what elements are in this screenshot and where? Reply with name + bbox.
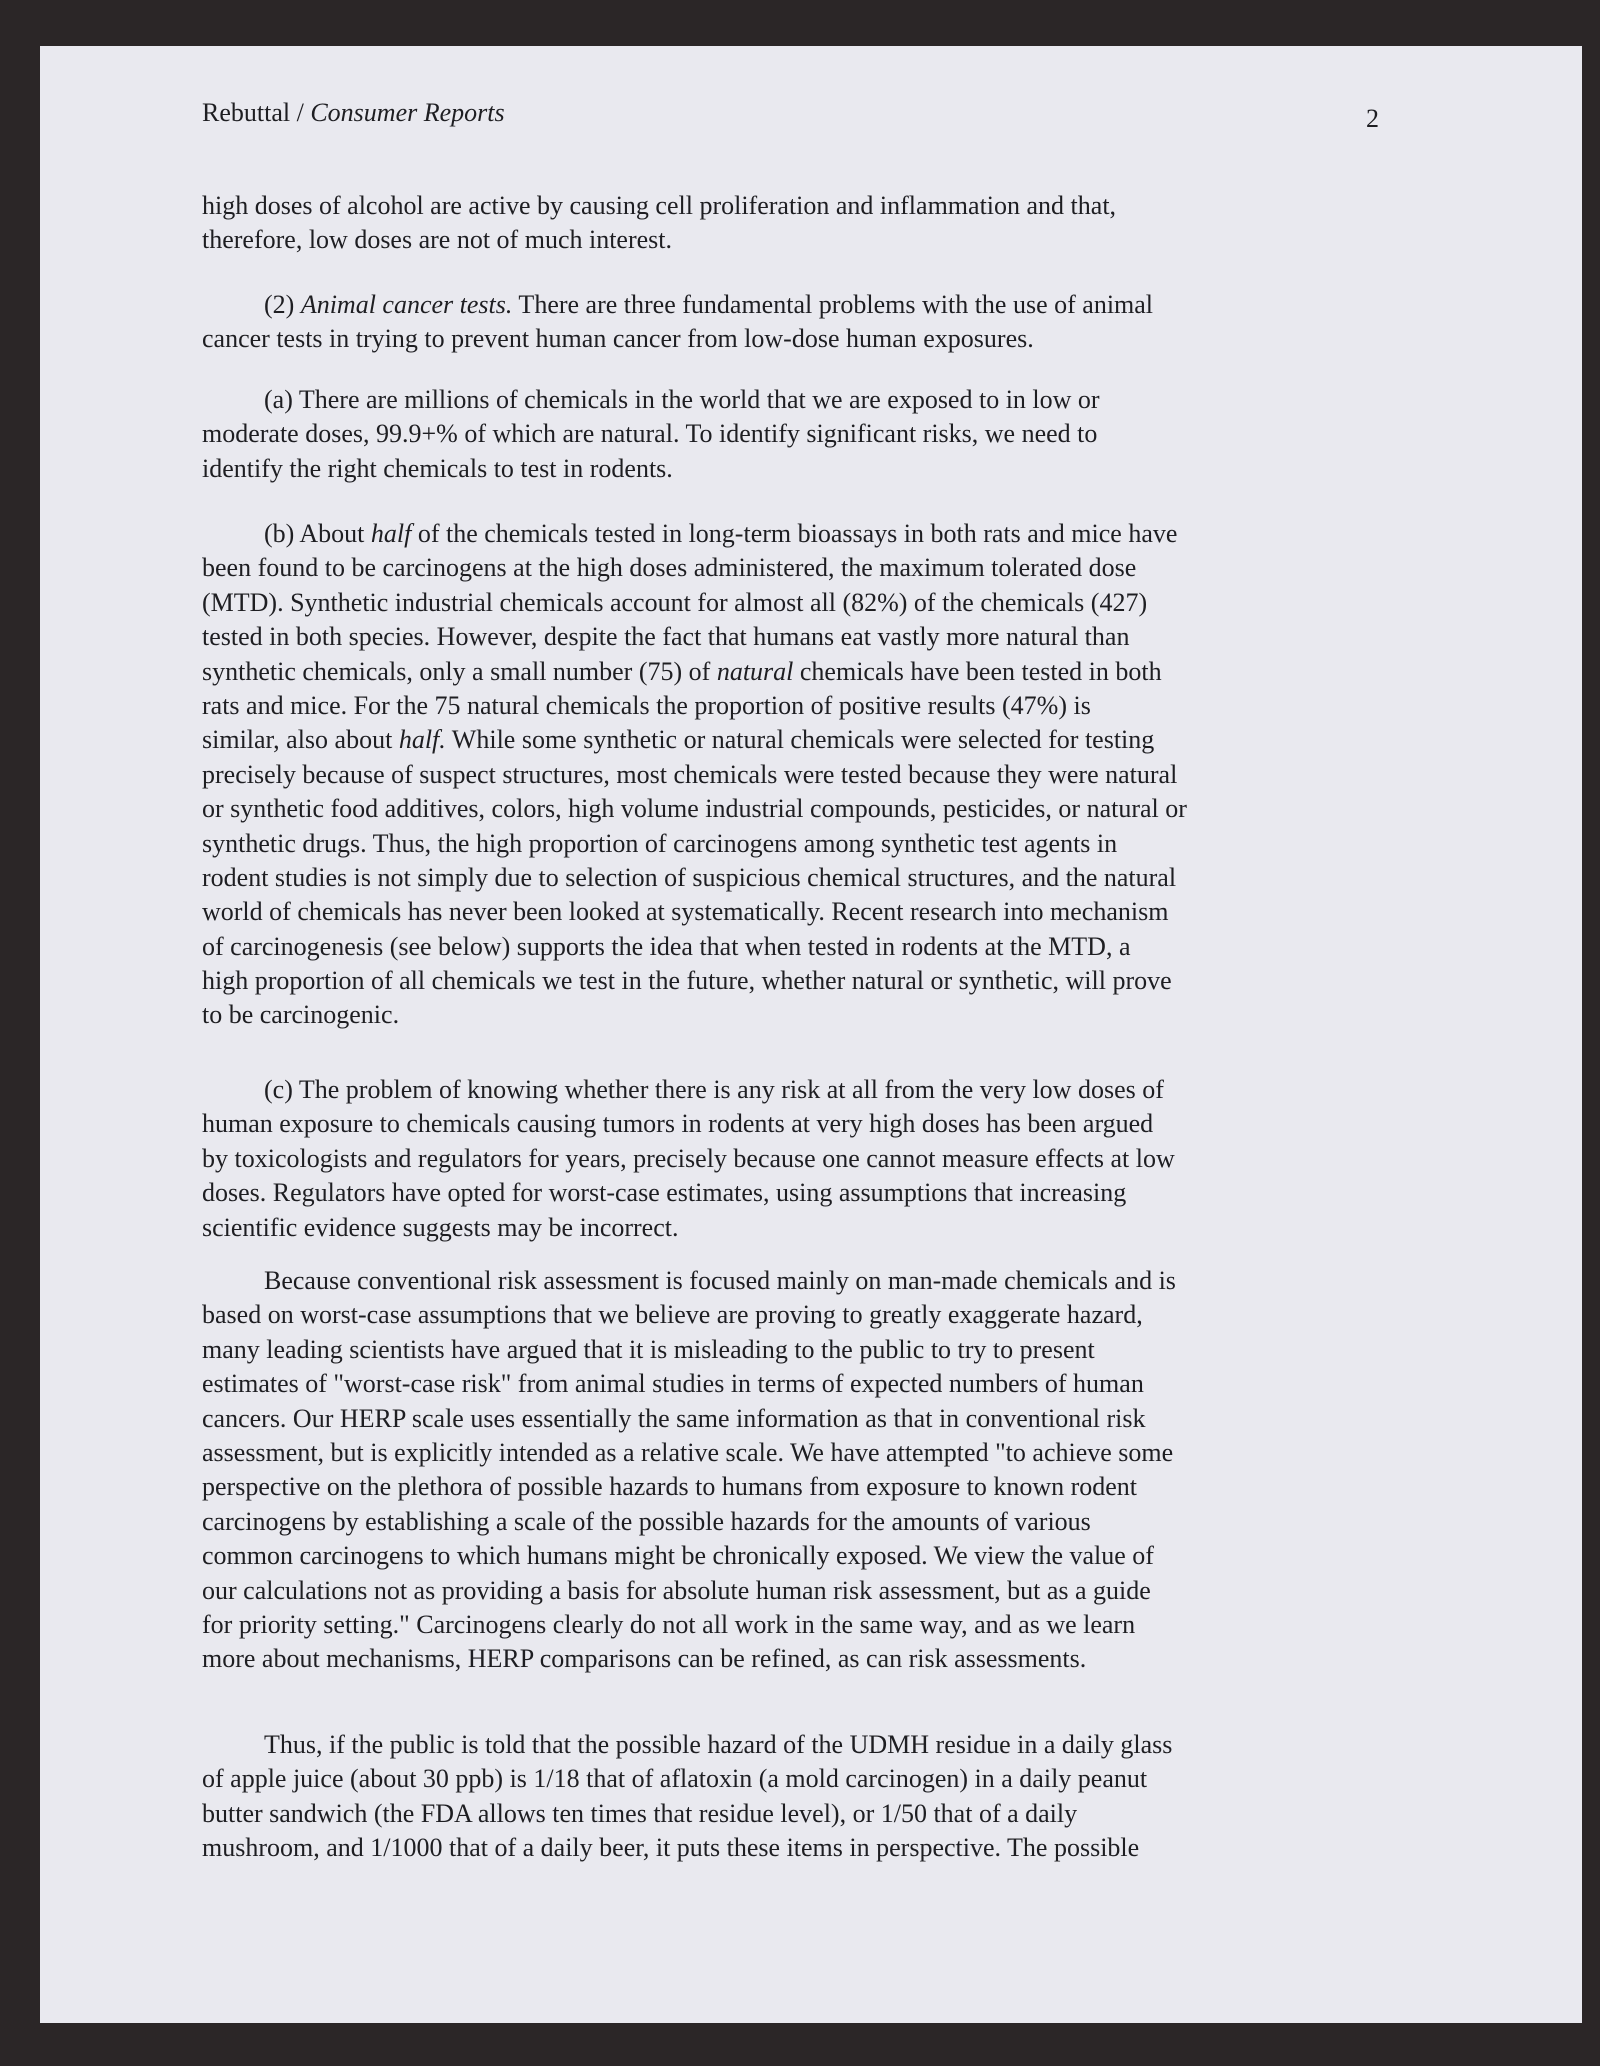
paragraph	[202, 1264, 1402, 1677]
text-line: more about mechanisms, HERP comparisons can be refined, as can risk assessments.	[202, 1644, 1087, 1674]
text-line: scientific evidence suggests may be incorrect.	[202, 1212, 679, 1242]
paragraph	[202, 189, 1402, 258]
text-line: high doses of alcohol are active by causing cell proliferation and inflammation and that,	[202, 191, 1117, 220]
text-line: world of chemicals has never been looked at systematically. Recent research into mechanism	[202, 897, 1169, 927]
text-line: (MTD). Synthetic industrial chemicals account for almost all (82%) of the chemicals (427)	[202, 587, 1148, 617]
text-line: (2) Animal cancer tests. There are three fundamental problems with the use of animal	[264, 290, 1154, 319]
running-header	[202, 98, 505, 128]
paragraph	[202, 517, 1402, 1033]
text-line: to be carcinogenic.	[202, 1000, 400, 1030]
text-line: synthetic drugs. Thus, the high proportion of carcinogens among synthetic test agents in	[202, 828, 1118, 858]
paragraph	[202, 288, 1402, 357]
text-line: Because conventional risk assessment is focused mainly on man-made chemicals and is	[264, 1266, 1176, 1295]
text-line: cancer tests in trying to prevent human cancer from low-dose human exposures.	[202, 324, 1034, 354]
text-line: mushroom, and 1/1000 that of a daily beer, it puts these items in perspective. The possible	[202, 1833, 1140, 1863]
text-line: doses. Regulators have opted for worst-case estimates, using assumptions that increasing	[202, 1178, 1127, 1208]
text-line: of apple juice (about 30 ppb) is 1/18 that of aflatoxin (a mold carcinogen) in a daily peanut	[202, 1764, 1148, 1794]
text-line: butter sandwich (the FDA allows ten times that residue level), or 1/50 that of a daily	[202, 1798, 1078, 1828]
text-line: moderate doses, 99.9+% of which are natural. To identify significant risks, we need to	[202, 419, 1098, 449]
text-line: tested in both species. However, despite the fact that humans eat vastly more natural than	[202, 622, 1130, 652]
text-line: based on worst-case assumptions that we believe are proving to greatly exaggerate hazard,	[202, 1300, 1143, 1330]
text-line: synthetic chemicals, only a small number (75) of natural chemicals have been tested in both	[202, 656, 1162, 686]
text-line: common carcinogens to which humans might be chronically exposed. We view the value of	[202, 1541, 1154, 1571]
text-line: estimates of "worst-case risk" from animal studies in terms of expected numbers of human	[202, 1369, 1144, 1399]
text-line: similar, also about half. While some synthetic or natural chemicals were selected for testing	[202, 725, 1155, 755]
text-line: (c) The problem of knowing whether there is any risk at all from the very low doses of	[264, 1075, 1164, 1104]
text-line: for priority setting." Carcinogens clearly do not all work in the same way, and as we learn	[202, 1609, 1136, 1639]
text-line: our calculations not as providing a basis for absolute human risk assessment, but as a guide	[202, 1575, 1151, 1605]
text-line: perspective on the plethora of possible hazards to humans from exposure to known rodent	[202, 1472, 1138, 1502]
text-line: (a) There are millions of chemicals in the world that we are exposed to in low or	[264, 385, 1100, 414]
header-title: Rebuttal /	[202, 98, 311, 127]
text-line: been found to be carcinogens at the high doses administered, the maximum tolerated dose	[202, 553, 1137, 583]
text-line: assessment, but is explicitly intended as a relative scale. We have attempted "to achieve some	[202, 1437, 1174, 1467]
text-line: therefore, low doses are not of much interest.	[202, 225, 673, 255]
text-line: carcinogens by establishing a scale of the possible hazards for the amounts of various	[202, 1506, 1091, 1536]
text-line: many leading scientists have argued that it is misleading to the public to try to present	[202, 1334, 1095, 1364]
text-line: by toxicologists and regulators for years, precisely because one cannot measure effects at low	[202, 1143, 1175, 1173]
paragraph	[202, 1073, 1402, 1245]
text-line: human exposure to chemicals causing tumors in rodents at very high doses has been argued	[202, 1109, 1154, 1139]
text-line: identify the right chemicals to test in rodents.	[202, 453, 673, 483]
text-line: cancers. Our HERP scale uses essentially the same information as that in conventional risk	[202, 1403, 1146, 1433]
text-line: high proportion of all chemicals we test in the future, whether natural or synthetic, will prove	[202, 966, 1172, 996]
text-line: rats and mice. For the 75 natural chemicals the proportion of positive results (47%) is	[202, 690, 1091, 720]
text-line: of carcinogenesis (see below) supports the idea that when tested in rodents at the MTD, a	[202, 931, 1131, 961]
text-line: or synthetic food additives, colors, high volume industrial compounds, pesticides, or natural or	[202, 794, 1187, 824]
text-line: precisely because of suspect structures, most chemicals were tested because they were natural	[202, 759, 1178, 789]
paragraph	[202, 1728, 1402, 1866]
header-publication: Consumer Reports	[310, 98, 505, 127]
page-number: 2	[1366, 104, 1379, 133]
text-line: Thus, if the public is told that the possible hazard of the UDMH residue in a daily glass	[264, 1730, 1173, 1759]
paragraph	[202, 383, 1402, 486]
text-line: rodent studies is not simply due to selection of suspicious chemical structures, and the natural	[202, 862, 1177, 892]
text-line: (b) About half of the chemicals tested in long-term bioassays in both rats and mice have	[264, 519, 1178, 548]
